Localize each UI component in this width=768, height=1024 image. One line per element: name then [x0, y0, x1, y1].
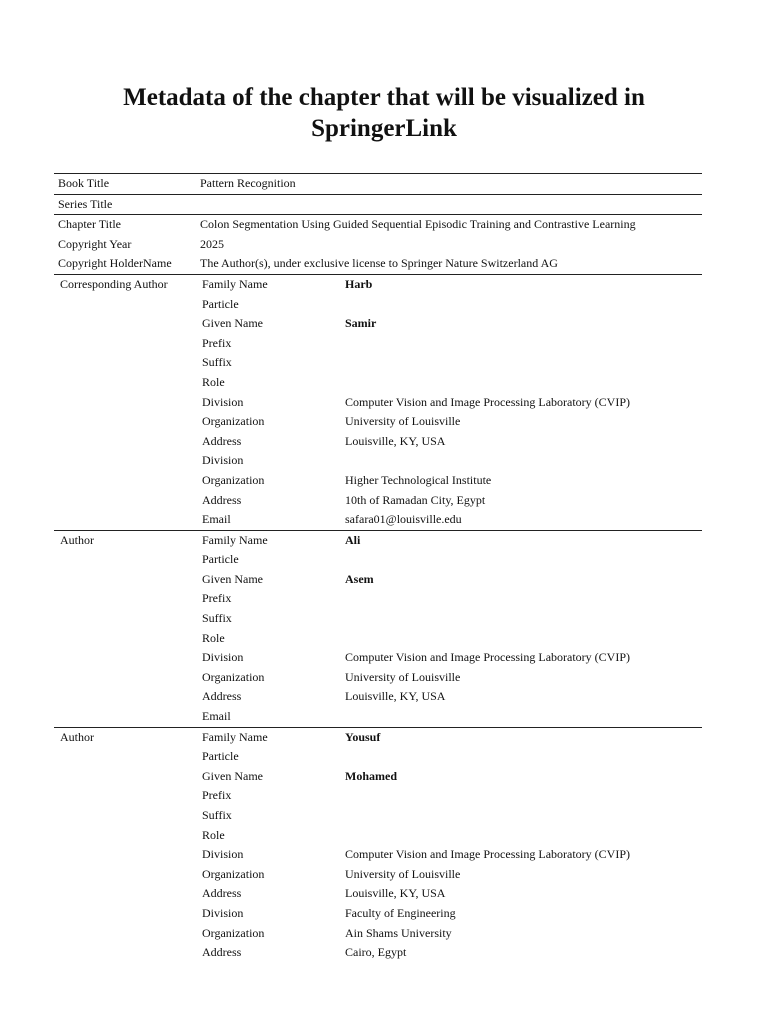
field-label: Family Name	[202, 532, 268, 547]
field-value: Louisville, KY, USA	[345, 433, 446, 448]
field-label: Organization	[202, 414, 265, 429]
author-field-row	[54, 707, 702, 727]
author-field-row	[54, 589, 702, 609]
field-value: Computer Vision and Image Processing Laboratory (CVIP)	[345, 847, 631, 862]
series-title-row	[54, 195, 702, 216]
field-value: University of Louisville	[345, 669, 461, 684]
field-label: Given Name	[202, 316, 263, 331]
page-title	[0, 82, 768, 144]
author-role: Corresponding Author	[60, 276, 168, 291]
field-label: Particle	[202, 296, 239, 311]
given-name-value: Mohamed	[345, 768, 397, 783]
family-name-value: Yousuf	[345, 729, 381, 744]
field-label: Prefix	[202, 788, 232, 803]
field-label: Address	[202, 492, 242, 507]
copyright-holder-label: Copyright HolderName	[58, 256, 172, 271]
author-field-row	[54, 904, 702, 924]
family-name-value: Ali	[345, 532, 361, 547]
author-field-row	[54, 786, 702, 806]
field-value: Higher Technological Institute	[345, 472, 492, 487]
field-value: Louisville, KY, USA	[345, 689, 446, 704]
author-field-row	[54, 728, 702, 748]
field-label: Address	[202, 689, 242, 704]
author-field-row	[54, 531, 702, 551]
field-label: Given Name	[202, 571, 263, 586]
page-title-line-2: SpringerLink	[311, 115, 457, 142]
field-label: Prefix	[202, 335, 232, 350]
copyright-year-label: Copyright Year	[58, 236, 132, 251]
book-info-section	[54, 173, 702, 274]
author-field-row	[54, 510, 702, 530]
field-label: Suffix	[202, 611, 232, 626]
author-field-row	[54, 275, 702, 295]
field-label: Role	[202, 630, 225, 645]
author-field-row	[54, 629, 702, 649]
copyright-holder-row	[54, 254, 702, 274]
given-name-value: Asem	[345, 571, 374, 586]
author-field-row	[54, 687, 702, 707]
field-label: Particle	[202, 552, 239, 567]
field-label: Address	[202, 886, 242, 901]
chapter-title-row	[54, 215, 702, 235]
author-field-row	[54, 884, 702, 904]
copyright-holder-value: The Author(s), under exclusive license to Springer Nature Switzerland AG	[200, 256, 558, 271]
given-name-value: Samir	[345, 316, 377, 331]
author-field-row	[54, 747, 702, 767]
author-field-row	[54, 373, 702, 393]
series-title-label: Series Title	[58, 196, 113, 211]
chapter-title-label: Chapter Title	[58, 217, 122, 232]
author-block-2	[54, 530, 702, 727]
author-field-row	[54, 570, 702, 590]
field-label: Organization	[202, 866, 265, 881]
author-field-row	[54, 668, 702, 688]
field-value: Faculty of Engineering	[345, 905, 456, 920]
field-value: Computer Vision and Image Processing Laboratory (CVIP)	[345, 650, 631, 665]
email-value: safara01@louisville.edu	[345, 512, 462, 527]
author-field-row	[54, 432, 702, 452]
field-label: Role	[202, 827, 225, 842]
field-label: Division	[202, 394, 244, 409]
author-field-row	[54, 334, 702, 354]
field-label: Suffix	[202, 355, 232, 370]
field-label: Role	[202, 374, 225, 389]
field-value: Ain Shams University	[345, 925, 452, 940]
field-label: Organization	[202, 669, 265, 684]
author-field-row	[54, 314, 702, 334]
field-label: Suffix	[202, 808, 232, 822]
field-value: Computer Vision and Image Processing Laboratory (CVIP)	[345, 394, 631, 409]
field-label: Address	[202, 433, 242, 448]
author-field-row	[54, 826, 702, 846]
field-label: Email	[202, 709, 231, 724]
author-field-row	[54, 491, 702, 511]
author-role: Author	[60, 532, 94, 547]
field-label: Family Name	[202, 276, 268, 291]
field-label: Address	[202, 945, 242, 960]
author-field-row	[54, 767, 702, 787]
field-value: 10th of Ramadan City, Egypt	[345, 492, 486, 507]
field-value: Louisville, KY, USA	[345, 886, 446, 901]
author-role: Author	[60, 729, 94, 744]
family-name-value: Harb	[345, 276, 373, 291]
field-value: Cairo, Egypt	[345, 945, 407, 960]
author-block-1	[54, 274, 702, 530]
field-label: Given Name	[202, 768, 263, 783]
author-field-row	[54, 806, 702, 826]
author-field-row	[54, 550, 702, 570]
book-title-value: Pattern Recognition	[200, 176, 296, 190]
field-label: Organization	[202, 925, 265, 940]
author-field-row	[54, 865, 702, 885]
copyright-year-row	[54, 235, 702, 255]
author-field-row	[54, 412, 702, 432]
copyright-year-value: 2025	[200, 236, 224, 251]
author-field-row	[54, 648, 702, 668]
author-field-row	[54, 393, 702, 413]
author-field-row	[54, 471, 702, 491]
field-label: Email	[202, 512, 231, 527]
field-label: Organization	[202, 472, 265, 487]
metadata-table	[54, 173, 702, 963]
page-title-line-1: Metadata of the chapter that will be visualized in	[123, 84, 645, 111]
field-value: University of Louisville	[345, 866, 461, 881]
author-field-row	[54, 609, 702, 629]
field-label: Division	[202, 453, 244, 468]
author-field-row	[54, 845, 702, 865]
author-field-row	[54, 451, 702, 471]
author-block-3	[54, 727, 702, 963]
field-label: Division	[202, 847, 244, 862]
author-field-row	[54, 295, 702, 315]
field-label: Prefix	[202, 591, 232, 606]
field-label: Division	[202, 650, 244, 665]
author-field-row	[54, 924, 702, 944]
book-title-row	[54, 174, 702, 195]
author-field-row	[54, 943, 702, 963]
field-value: University of Louisville	[345, 414, 461, 429]
field-label: Particle	[202, 749, 239, 764]
author-field-row	[54, 353, 702, 373]
book-title-label: Book Title	[58, 176, 110, 190]
field-label: Family Name	[202, 729, 268, 744]
chapter-title-value: Colon Segmentation Using Guided Sequential Episodic Training and Contrastive Learning	[200, 217, 636, 232]
field-label: Division	[202, 905, 244, 920]
